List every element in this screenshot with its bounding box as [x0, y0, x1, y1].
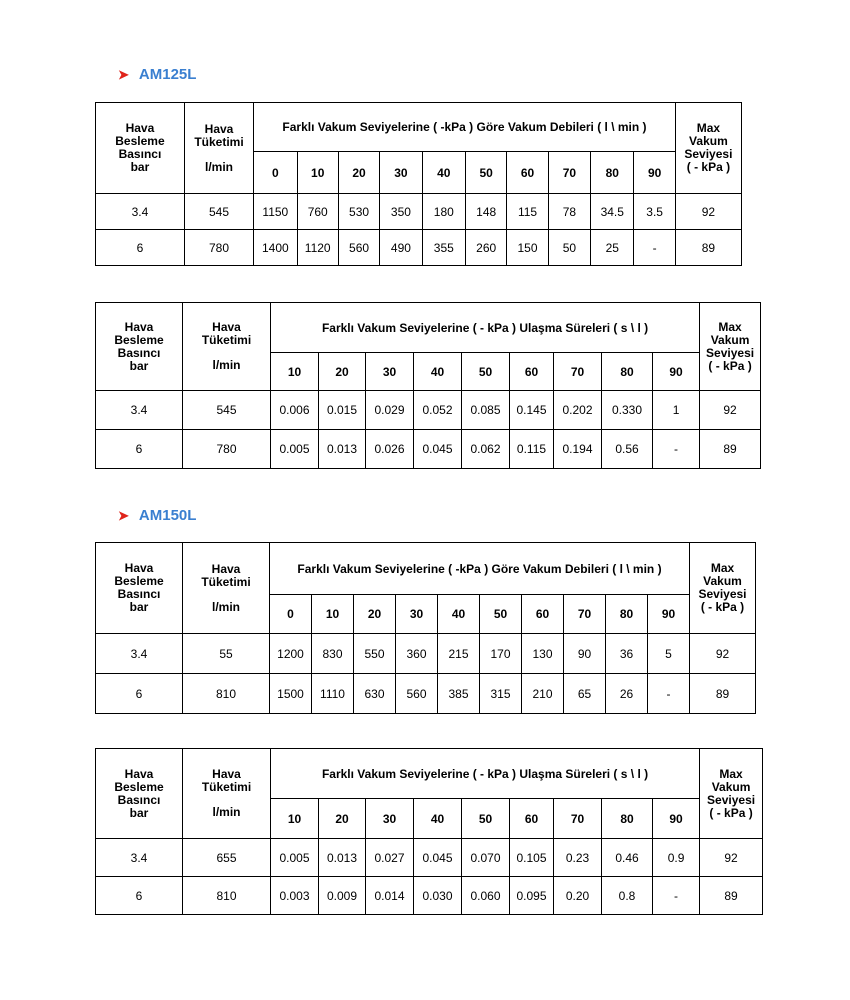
level-cell: 50 — [462, 353, 510, 391]
value-cell: 0.070 — [462, 839, 510, 877]
level-cell: 30 — [366, 353, 414, 391]
value-cell: 0.105 — [510, 839, 554, 877]
max-vacuum-header — [700, 303, 761, 391]
level-cell: 30 — [366, 799, 414, 839]
value-cell: 0.062 — [462, 430, 510, 469]
header-line: Tüketimi — [194, 134, 244, 149]
air-consumption-header — [183, 749, 271, 839]
level-cell: 10 — [271, 799, 319, 839]
header-row — [96, 103, 742, 152]
level-cell: 20 — [338, 152, 379, 194]
table-row — [96, 877, 763, 915]
header-line: Tüketimi — [201, 780, 252, 794]
header-line: Hava — [211, 561, 241, 576]
value-cell: 0.202 — [554, 391, 602, 430]
header-line: Besleme — [114, 779, 164, 794]
value-cell: 26 — [606, 674, 648, 714]
header-line: Seviyesi — [707, 792, 756, 807]
value-cell: 350 — [380, 194, 422, 230]
value-cell: 0.095 — [510, 877, 554, 915]
level-cell: 60 — [510, 799, 554, 839]
value-cell: 0.045 — [414, 430, 462, 469]
value-cell: 210 — [522, 674, 564, 714]
value-cell: 355 — [422, 230, 465, 266]
value-cell: 0.013 — [319, 430, 366, 469]
value-cell: 0.015 — [319, 391, 366, 430]
header-line: bar — [129, 358, 149, 373]
value-cell: 90 — [564, 634, 606, 674]
value-cell: 0.8 — [602, 877, 653, 915]
max-vacuum-header — [675, 103, 741, 194]
air-consumption-header — [183, 543, 270, 634]
level-cell: 70 — [554, 353, 602, 391]
max-vacuum-cell: 89 — [690, 674, 756, 714]
value-cell: 560 — [396, 674, 438, 714]
value-cell: 34.5 — [591, 194, 634, 230]
flow-rate-table-am150l — [95, 542, 756, 714]
value-cell: 150 — [507, 230, 548, 266]
value-cell: - — [653, 877, 700, 915]
value-cell: 3.5 — [634, 194, 675, 230]
header-line: l/min — [204, 159, 233, 174]
header-line: Hava — [212, 767, 241, 781]
consumption-cell: 55 — [183, 634, 270, 674]
header-line: Vakum — [710, 332, 750, 347]
level-cell: 30 — [396, 595, 438, 634]
header-line: Max — [696, 121, 721, 135]
header-line: Besleme — [114, 332, 164, 347]
value-cell: 0.014 — [366, 877, 414, 915]
level-cell: 70 — [554, 799, 602, 839]
consumption-cell: 810 — [183, 674, 270, 714]
header-line: Tüketimi — [201, 333, 252, 347]
air-pressure-header — [96, 749, 183, 839]
air-pressure-header — [96, 303, 183, 391]
value-cell: 1110 — [312, 674, 354, 714]
header-line: Hava — [124, 561, 154, 575]
value-cell: - — [653, 430, 700, 469]
level-cell: 40 — [422, 152, 465, 194]
level-cell: 10 — [297, 152, 338, 194]
level-cell: 50 — [480, 595, 522, 634]
value-cell: 0.052 — [414, 391, 462, 430]
value-cell: 0.085 — [462, 391, 510, 430]
header-line: bar — [129, 600, 149, 614]
header-line: ( - kPa ) — [708, 358, 752, 373]
value-cell: 830 — [312, 634, 354, 674]
level-cell: 50 — [466, 152, 507, 194]
value-cell: 0.56 — [602, 430, 653, 469]
header-line: Tüketimi — [201, 574, 251, 589]
value-cell: 0.030 — [414, 877, 462, 915]
value-cell: 0.045 — [414, 839, 462, 877]
air-pressure-header — [96, 103, 185, 194]
level-cell: 80 — [602, 799, 653, 839]
level-cell: 50 — [462, 799, 510, 839]
level-cell: 10 — [312, 595, 354, 634]
value-cell: 385 — [438, 674, 480, 714]
level-cell: 10 — [271, 353, 319, 391]
header-line: ( - kPa ) — [700, 600, 745, 614]
max-vacuum-cell: 89 — [675, 230, 741, 266]
level-cell: 40 — [414, 799, 462, 839]
max-vacuum-header — [700, 749, 763, 839]
table-row — [96, 230, 742, 266]
value-cell: 0.46 — [602, 839, 653, 877]
value-cell: 630 — [354, 674, 396, 714]
header-line: Max — [718, 319, 742, 334]
header-line: Seviyesi — [706, 345, 755, 360]
table-title: Farklı Vakum Seviyelerine ( - kPa ) Ulaşma Süreleri ( s \ l ) — [271, 303, 700, 353]
max-vacuum-cell: 92 — [700, 839, 763, 877]
table-row — [96, 391, 761, 430]
consumption-cell: 780 — [184, 230, 253, 266]
header-line: Hava — [212, 320, 241, 334]
pressure-cell: 3.4 — [96, 391, 183, 430]
max-vacuum-header — [690, 543, 756, 634]
value-cell: 1150 — [254, 194, 297, 230]
section-title: AM150L — [138, 507, 197, 524]
value-cell: 1 — [653, 391, 700, 430]
header-line: Basıncı — [117, 792, 161, 807]
value-cell: 25 — [591, 230, 634, 266]
value-cell: 0.194 — [554, 430, 602, 469]
header-row — [96, 749, 763, 799]
value-cell: 0.330 — [602, 391, 653, 430]
value-cell: 0.027 — [366, 839, 414, 877]
level-cell: 60 — [510, 353, 554, 391]
value-cell: 78 — [548, 194, 590, 230]
header-line: l/min — [212, 805, 241, 819]
table-row — [96, 839, 763, 877]
value-cell: 215 — [438, 634, 480, 674]
value-cell: 0.060 — [462, 877, 510, 915]
table-row — [96, 430, 761, 469]
header-line: Vakum — [711, 779, 751, 794]
reach-time-table-am150l — [95, 748, 763, 915]
value-cell: 1200 — [270, 634, 312, 674]
value-cell: 0.115 — [510, 430, 554, 469]
section-heading-am150l — [118, 507, 196, 524]
header-line: Basıncı — [117, 587, 161, 601]
header-line: Hava — [125, 121, 155, 135]
consumption-cell: 655 — [183, 839, 271, 877]
header-line: Hava — [124, 766, 154, 781]
section-heading-am125l — [118, 66, 196, 83]
value-cell: 550 — [354, 634, 396, 674]
consumption-cell: 545 — [183, 391, 271, 430]
value-cell: 1500 — [270, 674, 312, 714]
header-line: Basıncı — [118, 147, 162, 161]
consumption-cell: 810 — [183, 877, 271, 915]
value-cell: 170 — [480, 634, 522, 674]
pressure-cell: 3.4 — [96, 194, 185, 230]
max-vacuum-cell: 89 — [700, 877, 763, 915]
value-cell: 0.005 — [271, 430, 319, 469]
air-consumption-header — [183, 303, 271, 391]
header-row — [96, 303, 761, 353]
value-cell: 760 — [297, 194, 338, 230]
consumption-cell: 545 — [184, 194, 253, 230]
value-cell: 0.005 — [271, 839, 319, 877]
header-row — [96, 543, 756, 595]
level-cell: 90 — [653, 353, 700, 391]
header-line: Max — [719, 766, 743, 781]
max-vacuum-cell: 92 — [675, 194, 741, 230]
level-cell: 40 — [414, 353, 462, 391]
max-vacuum-cell: 89 — [700, 430, 761, 469]
value-cell: 0.009 — [319, 877, 366, 915]
header-line: Hava — [204, 121, 234, 136]
max-vacuum-cell: 92 — [700, 391, 761, 430]
value-cell: 65 — [564, 674, 606, 714]
level-cell: 90 — [653, 799, 700, 839]
level-cell: 80 — [606, 595, 648, 634]
section-title: AM125L — [138, 66, 197, 83]
value-cell: 0.145 — [510, 391, 554, 430]
level-cell: 90 — [634, 152, 675, 194]
value-cell: 0.20 — [554, 877, 602, 915]
table-row — [96, 634, 756, 674]
header-line: Besleme — [114, 574, 164, 588]
arrow-bullet-icon: ➤ — [118, 507, 129, 523]
value-cell: 0.9 — [653, 839, 700, 877]
table-row — [96, 194, 742, 230]
pressure-cell: 6 — [96, 230, 185, 266]
air-consumption-header — [184, 103, 253, 194]
header-line: ( - kPa ) — [686, 160, 731, 174]
value-cell: 530 — [338, 194, 379, 230]
level-cell: 0 — [270, 595, 312, 634]
value-cell: 180 — [422, 194, 465, 230]
table-title: Farklı Vakum Seviyelerine ( - kPa ) Ulaşma Süreleri ( s \ l ) — [271, 749, 700, 799]
value-cell: 1120 — [297, 230, 338, 266]
level-cell: 40 — [438, 595, 480, 634]
value-cell: 50 — [548, 230, 590, 266]
header-line: l/min — [212, 358, 241, 372]
value-cell: 560 — [338, 230, 379, 266]
level-cell: 80 — [602, 353, 653, 391]
level-cell: 30 — [380, 152, 422, 194]
flow-rate-table-am125l — [95, 102, 742, 266]
level-cell: 60 — [507, 152, 548, 194]
table-title: Farklı Vakum Seviyelerine ( -kPa ) Göre Vakum Debileri ( l \ min ) — [270, 543, 690, 595]
value-cell: 1400 — [254, 230, 297, 266]
max-vacuum-cell: 92 — [690, 634, 756, 674]
value-cell: 0.006 — [271, 391, 319, 430]
level-cell: 60 — [522, 595, 564, 634]
arrow-bullet-icon: ➤ — [118, 66, 129, 82]
header-line: bar — [130, 160, 150, 174]
table-row — [96, 674, 756, 714]
consumption-cell: 780 — [183, 430, 271, 469]
value-cell: 0.029 — [366, 391, 414, 430]
header-line: bar — [129, 805, 149, 820]
air-pressure-header — [96, 543, 183, 634]
header-line: Basıncı — [117, 345, 161, 360]
level-cell: 70 — [548, 152, 590, 194]
header-line: l/min — [211, 599, 240, 614]
header-line: Seviyesi — [698, 587, 747, 601]
value-cell: 260 — [466, 230, 507, 266]
value-cell: 0.23 — [554, 839, 602, 877]
value-cell: 5 — [648, 634, 690, 674]
pressure-cell: 6 — [96, 877, 183, 915]
header-line: Max — [710, 561, 735, 575]
header-line: Vakum — [689, 134, 728, 148]
value-cell: - — [634, 230, 675, 266]
value-cell: 115 — [507, 194, 548, 230]
pressure-cell: 3.4 — [96, 634, 183, 674]
header-line: Vakum — [703, 574, 742, 588]
value-cell: 0.026 — [366, 430, 414, 469]
level-cell: 20 — [319, 353, 366, 391]
header-line: Hava — [124, 319, 154, 334]
pressure-cell: 6 — [96, 430, 183, 469]
level-cell: 90 — [648, 595, 690, 634]
header-line: ( - kPa ) — [709, 805, 753, 820]
level-cell: 70 — [564, 595, 606, 634]
value-cell: 148 — [466, 194, 507, 230]
value-cell: 0.013 — [319, 839, 366, 877]
header-line: Besleme — [115, 134, 165, 148]
reach-time-table-am125l — [95, 302, 761, 469]
value-cell: - — [648, 674, 690, 714]
value-cell: 360 — [396, 634, 438, 674]
level-cell: 80 — [591, 152, 634, 194]
level-cell: 20 — [319, 799, 366, 839]
value-cell: 130 — [522, 634, 564, 674]
value-cell: 315 — [480, 674, 522, 714]
pressure-cell: 6 — [96, 674, 183, 714]
value-cell: 490 — [380, 230, 422, 266]
level-cell: 0 — [254, 152, 297, 194]
header-line: Seviyesi — [684, 147, 733, 161]
table-title: Farklı Vakum Seviyelerine ( -kPa ) Göre Vakum Debileri ( l \ min ) — [254, 103, 676, 152]
level-cell: 20 — [354, 595, 396, 634]
value-cell: 36 — [606, 634, 648, 674]
pressure-cell: 3.4 — [96, 839, 183, 877]
value-cell: 0.003 — [271, 877, 319, 915]
